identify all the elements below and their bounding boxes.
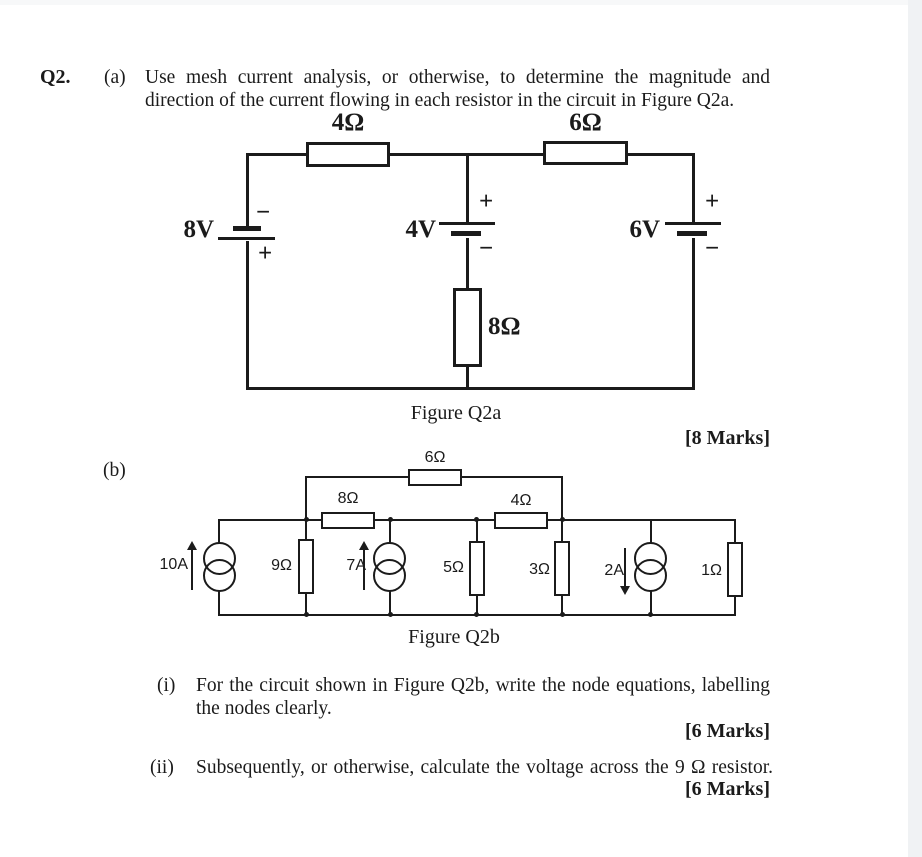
q2a-resistor-6ohm-label: 6Ω xyxy=(569,109,602,136)
q2b-node-dot xyxy=(304,517,309,522)
q2b-resistor-5ohm-box xyxy=(469,541,485,596)
q2a-4v-minus-sign: − xyxy=(479,235,494,262)
q2b-source-2a-label: 2A xyxy=(604,562,624,579)
q2b-source-7a-label: 7A xyxy=(346,557,366,574)
q2a-source-4v-label: 4V xyxy=(405,216,436,243)
q2b-resistor-1ohm-label: 1Ω xyxy=(701,562,722,579)
figure-q2b-caption: Figure Q2b xyxy=(408,626,500,648)
part-bi-marks: [6 Marks] xyxy=(685,720,770,742)
q2b-node-dot xyxy=(388,517,393,522)
q2b-source-10a-circle-bottom xyxy=(203,559,236,592)
q2b-node-dot xyxy=(560,517,565,522)
q2b-source-10a-arrowhead-up xyxy=(187,541,197,550)
question-number: Q2. xyxy=(40,66,71,88)
q2b-resistor-9ohm-label: 9Ω xyxy=(271,557,292,574)
part-a-label: (a) xyxy=(104,67,126,88)
q2a-8v-plus-sign: + xyxy=(258,240,273,267)
q2b-node-dot xyxy=(648,612,653,617)
part-bi-line1: For the circuit shown in Figure Q2b, write the node equations, labelling xyxy=(196,675,770,696)
figure-q2a-caption: Figure Q2a xyxy=(410,402,502,424)
q2b-resistor-6ohm-box xyxy=(408,469,462,486)
q2a-6v-minus-sign: − xyxy=(705,235,720,262)
q2a-8v-minus-sign: − xyxy=(256,199,271,226)
q2a-4v-plus-sign: + xyxy=(479,188,494,215)
q2b-source-7a-arrowhead-up xyxy=(359,541,369,550)
q2b-source-10a-label: 10A xyxy=(159,556,188,573)
q2b-bridge-right-drop xyxy=(561,476,563,522)
q2a-6v-plus-sign: + xyxy=(705,188,720,215)
q2a-source-6v-label: 6V xyxy=(629,216,660,243)
q2b-source-2a-arrow-shaft xyxy=(624,548,626,588)
q2a-resistor-8ohm-label: 8Ω xyxy=(488,313,521,340)
q2b-branch1-wire-bottom xyxy=(218,591,220,616)
part-bii-marks: [6 Marks] xyxy=(685,778,770,800)
q2b-node-dot xyxy=(474,612,479,617)
q2b-resistor-3ohm-box xyxy=(554,541,570,596)
q2b-bridge-left-drop xyxy=(305,476,307,522)
q2b-source-2a-circle-bottom xyxy=(634,559,667,592)
q2b-resistor-1ohm-box xyxy=(727,542,743,597)
q2b-branch1-wire-top xyxy=(218,519,220,544)
part-bii-label: (ii) xyxy=(150,757,174,778)
part-bi-label: (i) xyxy=(157,675,176,696)
q2b-source-2a-arrowhead-down xyxy=(620,586,630,595)
q2b-branch3-wire-top xyxy=(389,519,391,544)
q2b-resistor-8ohm-label: 8Ω xyxy=(337,490,359,507)
q2b-node-dot xyxy=(304,612,309,617)
part-bii-line1: Subsequently, or otherwise, calculate the voltage across the 9 Ω resistor. xyxy=(196,757,773,778)
q2b-node-dot xyxy=(560,612,565,617)
q2b-resistor-3ohm-label: 3Ω xyxy=(529,561,550,578)
part-a-marks: [8 Marks] xyxy=(685,427,770,449)
part-b-label: (b) xyxy=(103,460,126,481)
q2b-resistor-5ohm-label: 5Ω xyxy=(443,559,464,576)
q2b-node-dot xyxy=(388,612,393,617)
q2b-source-10a-arrow-shaft xyxy=(191,548,193,590)
q2b-resistor-8ohm-box xyxy=(321,512,375,529)
q2b-resistor-4ohm-label: 4Ω xyxy=(510,492,532,509)
q2a-resistor-4ohm-label: 4Ω xyxy=(331,109,365,136)
q2b-source-7a-circle-bottom xyxy=(373,559,406,592)
q2b-resistor-4ohm-box xyxy=(494,512,548,529)
part-a-line2: direction of the current flowing in each resistor in the circuit in Figure Q2a. xyxy=(145,90,735,111)
q2b-resistor-6ohm-label: 6Ω xyxy=(424,449,446,466)
q2b-branch6-wire-top xyxy=(650,519,652,544)
q2b-node-dot xyxy=(474,517,479,522)
q2a-source-8v-label: 8V xyxy=(183,216,214,243)
part-a-line1: Use mesh current analysis, or otherwise, to determine the magnitude and xyxy=(145,67,770,88)
part-bi-line2: the nodes clearly. xyxy=(196,698,332,719)
q2b-resistor-9ohm-box xyxy=(298,539,314,594)
